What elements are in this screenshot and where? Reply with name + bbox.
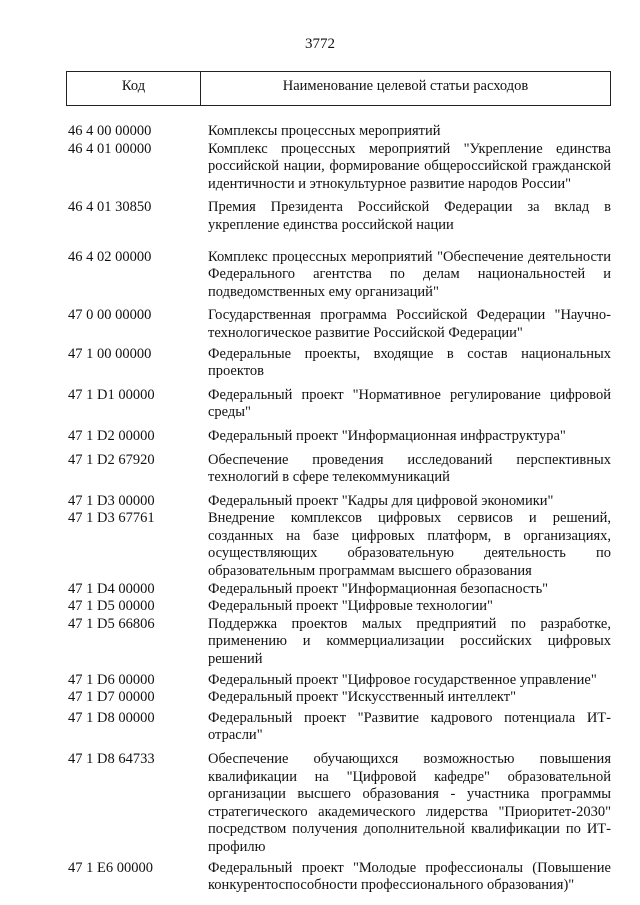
row-code: 47 1 E6 00000 xyxy=(68,859,153,876)
row-name: Поддержка проектов малых предприятий по разработке, применению и коммерциализации российских цифровых решений xyxy=(208,615,611,668)
row-name: Премия Президента Российской Федерации за вклад в укрепление единства российской нации xyxy=(208,199,611,233)
table-row xyxy=(0,141,640,194)
table-row xyxy=(0,123,640,141)
table-row xyxy=(0,689,640,707)
table-row xyxy=(0,598,640,616)
row-code: 47 1 D6 00000 xyxy=(68,671,155,688)
row-name: Федеральный проект "Развитие кадрового потенциала ИТ-отрасли" xyxy=(208,709,611,744)
row-name: Обеспечение проведения исследований перспективных технологий в сфере телекоммуникаций xyxy=(208,451,611,486)
row-name: Федеральный проект "Информационная инфраструктура" xyxy=(208,427,566,444)
row-code: 47 1 D8 00000 xyxy=(68,709,155,726)
row-name: Комплекс процессных мероприятий "Обеспечение деятельности Федерального агентства по делам национальностей и подведомственных ему организаций" xyxy=(208,248,611,300)
page-number: 3772 xyxy=(305,36,335,52)
table-row xyxy=(0,493,640,511)
column-header-name: Наименование целевой статьи расходов xyxy=(282,78,529,94)
row-code: 47 1 D5 66806 xyxy=(68,615,155,632)
table-row xyxy=(0,387,640,422)
table-row xyxy=(0,307,640,342)
row-code: 47 1 00 00000 xyxy=(68,345,152,362)
row-code: 46 4 01 00000 xyxy=(68,140,152,157)
row-name: Федеральный проект "Цифровые технологии" xyxy=(208,598,493,615)
row-name: Федеральный проект "Искусственный интеллект" xyxy=(208,689,517,706)
table-header xyxy=(66,71,611,106)
row-code: 46 4 01 30850 xyxy=(68,199,152,216)
row-code: 47 0 00 00000 xyxy=(68,307,152,324)
table-row xyxy=(0,616,640,669)
row-code: 47 1 D3 67761 xyxy=(68,510,155,527)
row-name: Федеральный проект "Информационная безопасность" xyxy=(208,580,549,597)
table-row xyxy=(0,510,640,580)
row-code: 47 1 D7 00000 xyxy=(68,689,155,706)
row-code: 47 1 D5 00000 xyxy=(68,598,155,615)
row-name: Комплексы процессных мероприятий xyxy=(208,123,441,139)
column-header-code: Код xyxy=(67,72,201,105)
row-name: Комплекс процессных мероприятий "Укрепление единства российской нации, формирование общероссийской гражданской идентичности и этнокультурное развитие народов России" xyxy=(208,140,611,192)
row-code: 47 1 D2 00000 xyxy=(68,427,155,444)
table-row xyxy=(0,581,640,599)
table-row xyxy=(0,249,640,302)
table-row xyxy=(0,346,640,381)
row-name: Федеральные проекты, входящие в состав национальных проектов xyxy=(208,345,611,380)
table-row xyxy=(0,751,640,857)
row-code: 46 4 00 00000 xyxy=(68,123,152,139)
row-name: Федеральный проект "Цифровое государственное управление" xyxy=(208,671,597,688)
table-row xyxy=(0,428,640,446)
table-row xyxy=(0,860,640,895)
table-row xyxy=(0,199,640,234)
row-name: Внедрение комплексов цифровых сервисов и решений, созданных на базе цифровых платформ, в организациях, осуществляющих образовательную деятельность по образовательным программам высшего образования xyxy=(208,510,611,580)
expense-items-list xyxy=(0,123,640,895)
row-name: Федеральный проект "Молодые профессионалы (Повышение конкурентоспособности профессионального образования)" xyxy=(208,859,611,894)
table-row xyxy=(0,452,640,487)
table-row xyxy=(0,672,640,690)
row-code: 47 1 D4 00000 xyxy=(68,580,155,597)
row-name: Государственная программа Российской Федерации "Научно-технологическое развитие Российской Федерации" xyxy=(208,307,611,341)
row-code: 46 4 02 00000 xyxy=(68,248,152,265)
row-code: 47 1 D2 67920 xyxy=(68,451,155,468)
row-name: Федеральный проект "Нормативное регулирование цифровой среды" xyxy=(208,386,611,421)
row-code: 47 1 D3 00000 xyxy=(68,492,155,509)
row-code: 47 1 D8 64733 xyxy=(68,751,155,767)
table-row xyxy=(0,710,640,745)
row-name: Обеспечение обучающихся возможностью повышения квалификации на "Цифровой кафедре" образовательной организации высшего образования - участника программы стратегического академического лидерства "Приоритет-2030" посредством получения дополнительной квалификации по ИТ-профилю xyxy=(208,751,611,855)
row-name: Федеральный проект "Кадры для цифровой экономики" xyxy=(208,492,554,509)
row-code: 47 1 D1 00000 xyxy=(68,386,155,403)
